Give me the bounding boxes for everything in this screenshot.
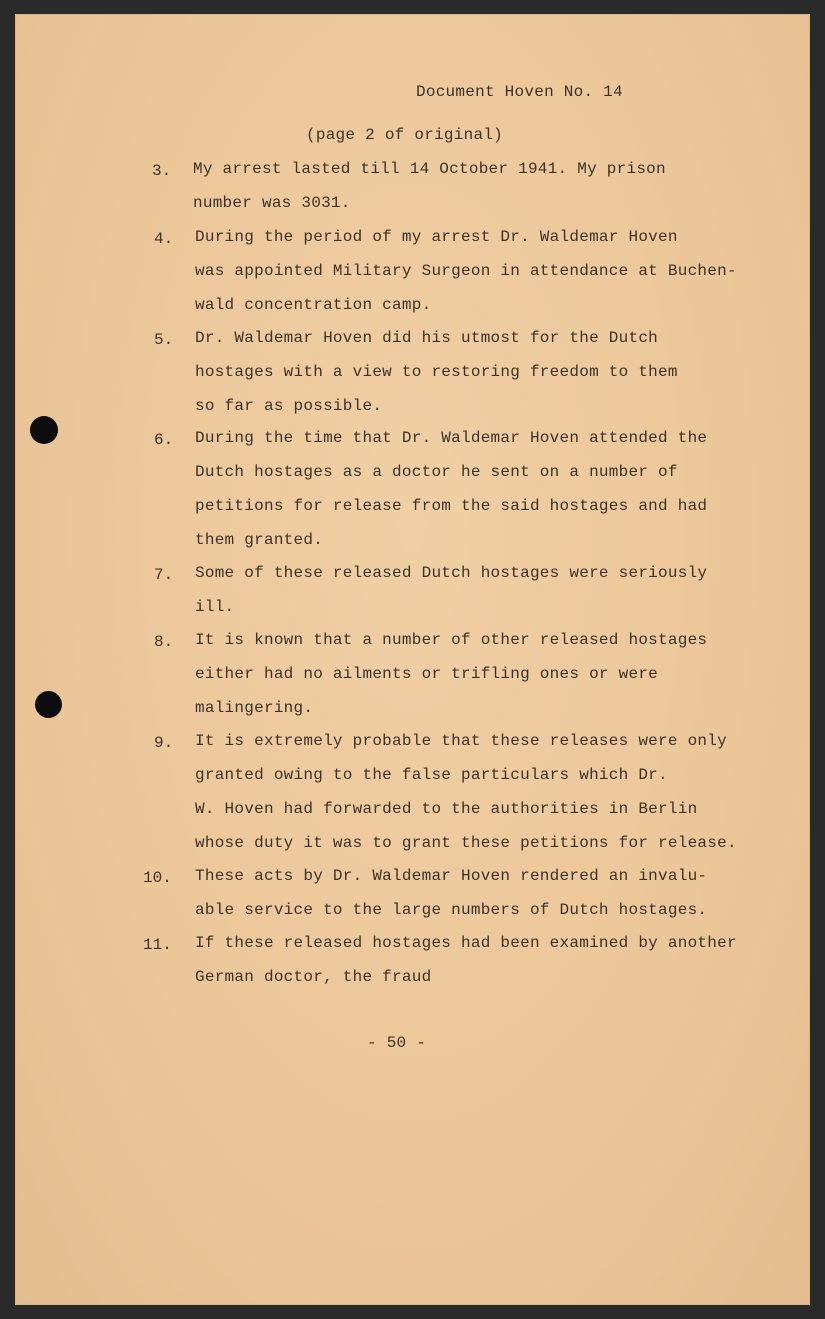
- item-number: 5.: [154, 331, 174, 349]
- item-line: ill.: [195, 598, 235, 616]
- item-line: Some of these released Dutch hostages were seriously: [195, 564, 708, 582]
- document-header: Document Hoven No. 14: [416, 83, 623, 101]
- item-line: During the period of my arrest Dr. Waldemar Hoven: [195, 228, 678, 246]
- punch-hole-top: [30, 416, 58, 444]
- item-number: 10.: [143, 869, 172, 887]
- item-line: either had no ailments or trifling ones or were: [195, 665, 659, 683]
- page-of-original-note: (page 2 of original): [306, 126, 504, 144]
- punch-hole-bottom: [35, 691, 62, 718]
- item-line: so far as possible.: [195, 397, 383, 415]
- item-line: whose duty it was to grant these petitions for release.: [195, 834, 737, 852]
- item-line: German doctor, the fraud: [195, 968, 432, 986]
- item-number: 7.: [154, 566, 174, 584]
- item-line: It is known that a number of other released hostages: [195, 631, 708, 649]
- item-number: 3.: [152, 162, 172, 180]
- page-number: - 50 -: [367, 1034, 427, 1052]
- item-line: During the time that Dr. Waldemar Hoven attended the: [195, 429, 708, 447]
- item-line: able service to the large numbers of Dutch hostages.: [195, 901, 708, 919]
- item-number: 4.: [154, 230, 174, 248]
- item-line: My arrest lasted till 14 October 1941. My prison: [193, 160, 666, 178]
- item-number: 9.: [154, 734, 174, 752]
- item-line: petitions for release from the said hostages and had: [195, 497, 708, 515]
- item-line: malingering.: [195, 699, 314, 717]
- item-line: Dr. Waldemar Hoven did his utmost for the Dutch: [195, 329, 659, 347]
- item-line: If these released hostages had been examined by another: [195, 934, 737, 952]
- item-line: wald concentration camp.: [195, 296, 432, 314]
- item-line: These acts by Dr. Waldemar Hoven rendered an invalu-: [195, 867, 708, 885]
- item-number: 8.: [154, 633, 174, 651]
- item-line: hostages with a view to restoring freedom to them: [195, 363, 678, 381]
- item-line: number was 3031.: [193, 194, 351, 212]
- item-number: 11.: [143, 936, 172, 954]
- item-line: granted owing to the false particulars which Dr.: [195, 766, 668, 784]
- item-number: 6.: [154, 431, 174, 449]
- document-page: [15, 14, 810, 1305]
- item-line: Dutch hostages as a doctor he sent on a number of: [195, 463, 678, 481]
- item-line: W. Hoven had forwarded to the authorities in Berlin: [195, 800, 698, 818]
- item-line: It is extremely probable that these releases were only: [195, 732, 727, 750]
- item-line: them granted.: [195, 531, 324, 549]
- item-line: was appointed Military Surgeon in attendance at Buchen-: [195, 262, 737, 280]
